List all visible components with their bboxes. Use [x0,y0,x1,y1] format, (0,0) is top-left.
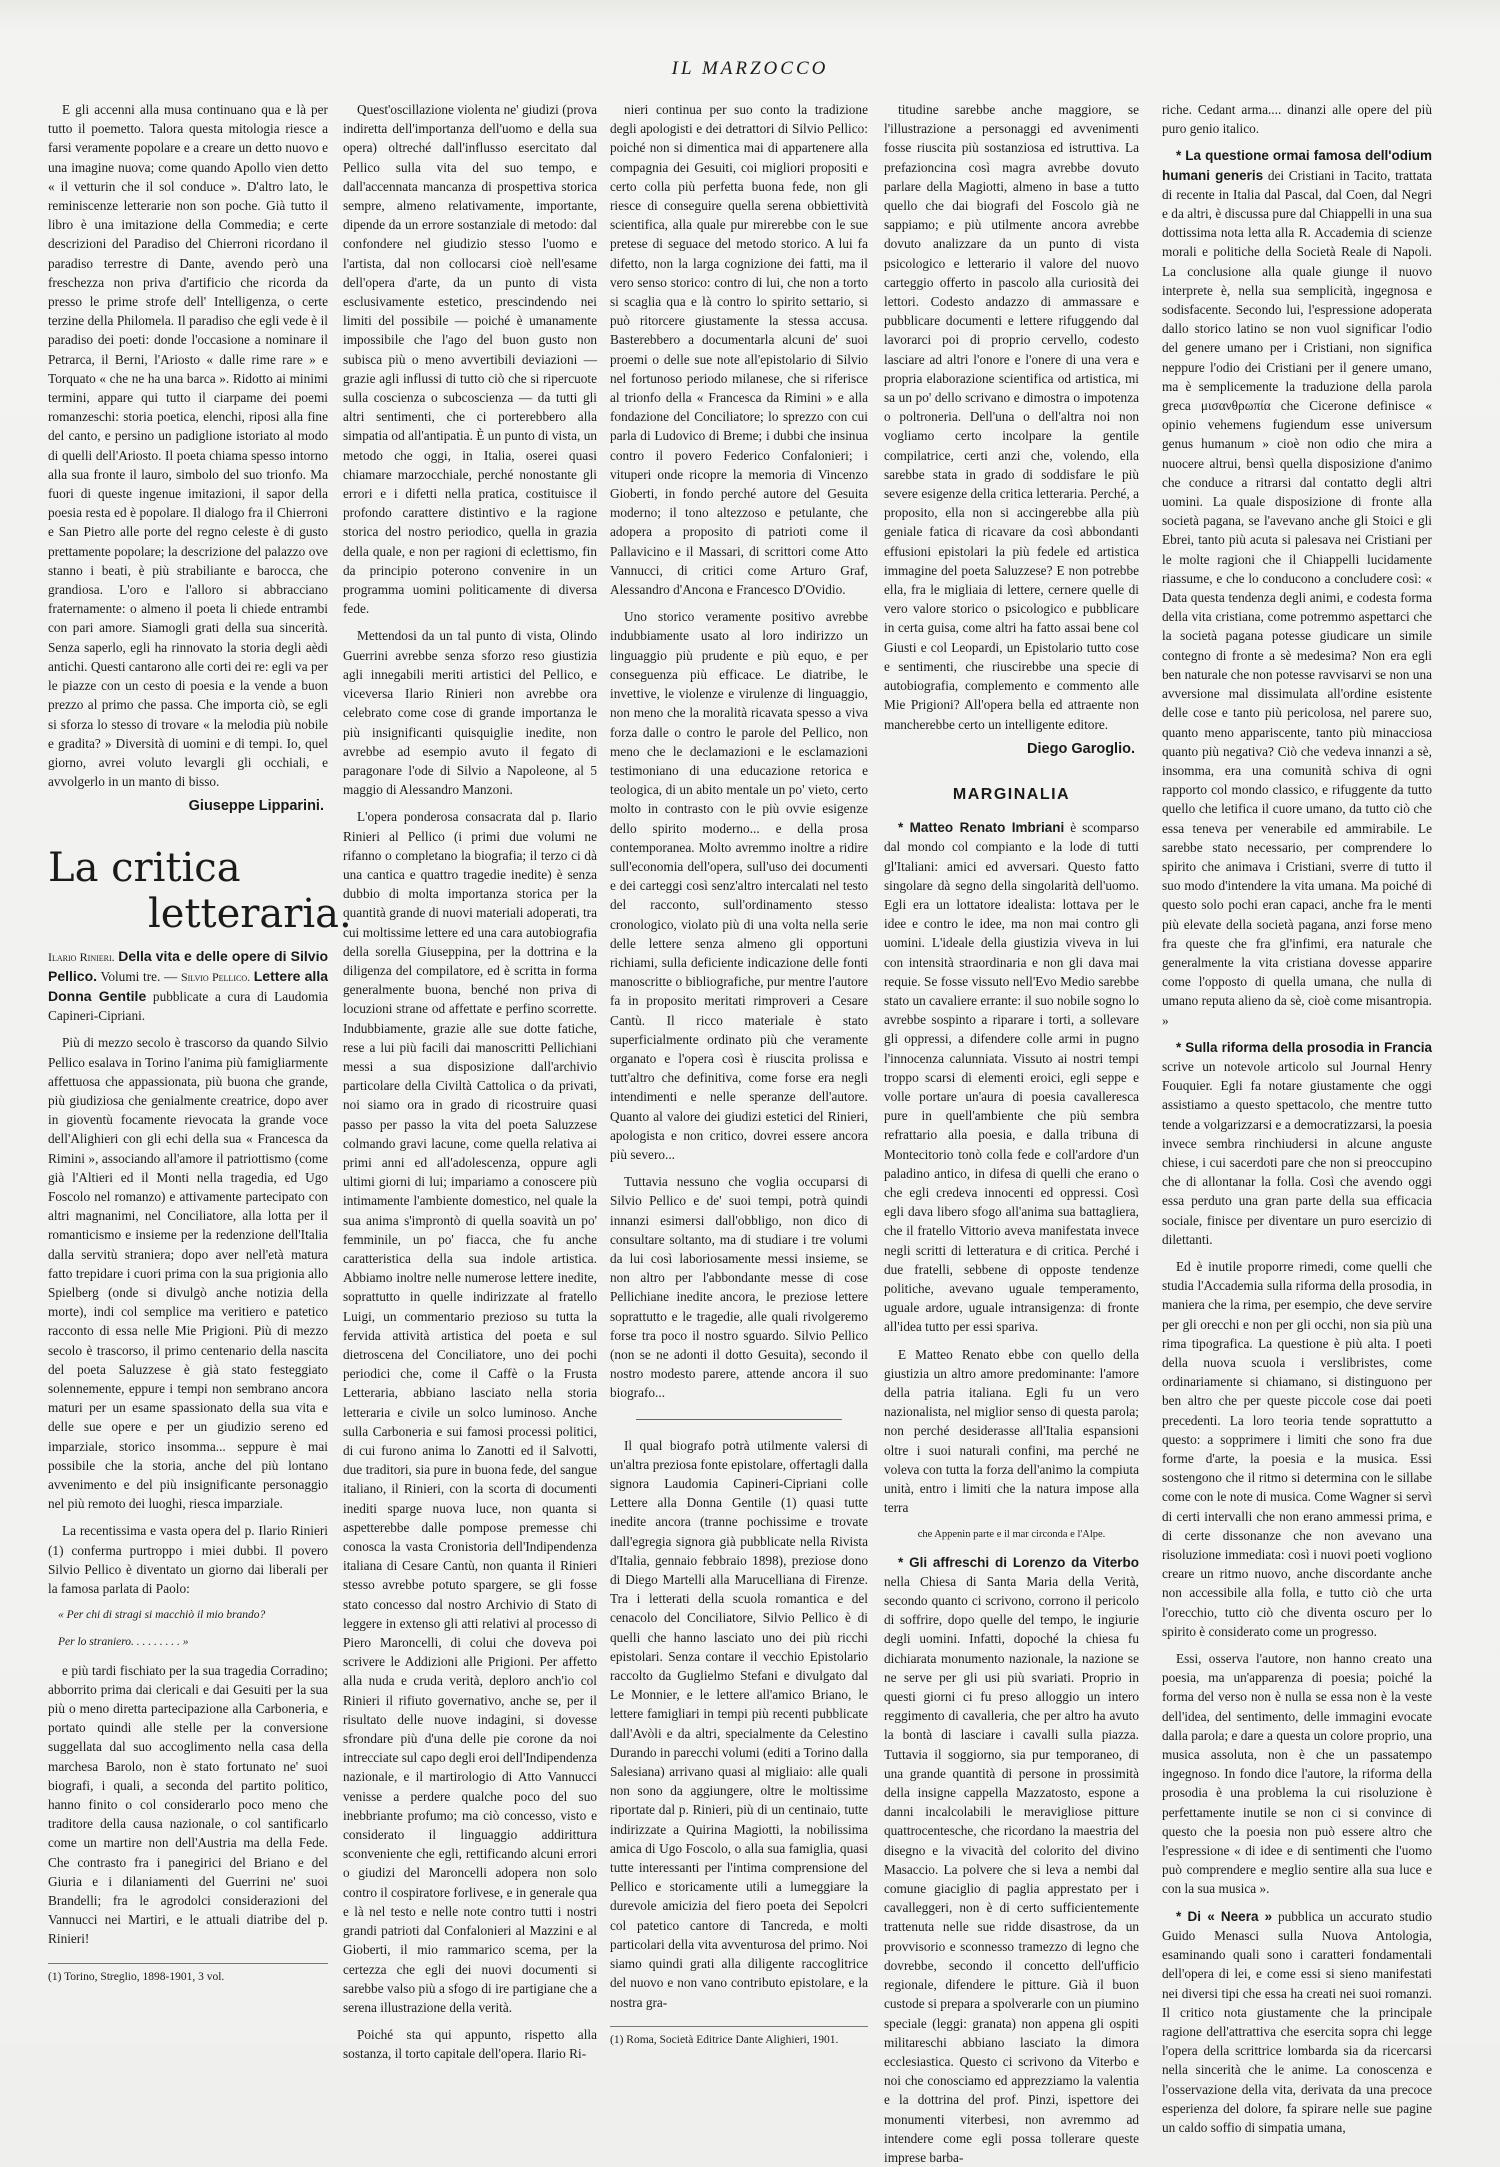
review-book-title: Della vita e delle opere di Silvio Pellico. [48,947,329,984]
paragraph: Quest'oscillazione violenta ne' giudizi (prova indiretta dell'importanza dell'uomo e della sua opera) oltreché dall'influsso esercitato dal Pellico sulla vita del suo tempo, e dall'accennata mancanza di prospettiva storica sempre, almeno relativamente, importante, dipende da un errore sostanziale di metodo: dal confondere nel giudizio stesso l'uomo e l'artista, dal non collocarsi cioè nell'esame dell'opera d'arte, da un punto di vista esclusivamente estetico, prescindendo nei limiti del possibile — poiché è umanamente impossibile che l'ago del buon gusto non subisca più o meno avvertibili deviazioni — grazie agli influssi di tutto ciò che si ripercuote sulla coscienza o subcoscienza — da tutti gli altri sentimenti, che ci porterebbero alla simpatia od all'antipatia. È un punto di vista, un metodo che oggi, in Italia, oserei quasi chiamare marzocchiale, perché nonostante gli errori e i difetti nella pratica, costituisce il profondo carattere distintivo e la ragione storica del nostro periodico, quella in grazia della quale, e non per ragioni di eclettismo, fin da principio poterono convenire in un programma uomini politicamente di diversa fede. [343,102,597,617]
news-item-text: scrive un notevole articolo sul Journal Henry Fouquier. Egli fa notare giustamente che oggi assistiamo a questo spettacolo, che mentre tutto tende a volgarizzarsi e a democratizzarsi, la poesia invece sembra rinchiudersi in alcune anguste chiese, i cui sacerdoti pare che non si preoccupino che di allontanar la folla. Così che avendo oggi essa perduto una gran parte della sua efficacia sociale, finisce per diventare un puro esercizio di dilettanti. [1162,1058,1432,1247]
section-heading-line: letteraria. [148,890,352,937]
paragraph: Uno storico veramente positivo avrebbe indubbiamente usato al loro indirizzo un linguaggio più prudente e più equo, e per conseguenza più efficace. Le diatribe, le invettive, le violenze e virulenze di linguaggio, non meno che la moralità ricavata spesso a viva forza dalle o contro le parole del Pellico, non meno che le declamazioni e le esclamazioni testimoniano di una educazione retorica e teologica, di un abito mentale un po' vieto, certo molto in contrasto con le più ovvie esigenze dello spirito moderno... e della prosa contemporanea. Molto avremmo inoltre a ridire sull'economia dell'opera, sull'uso dei documenti e dei carteggi così senz'altro intercalati nel testo del racconto, sull'ordinamento stesso cronologico, violato più di una volta nella serie delle lettere senza almeno gli opportuni richiami, sulla deficiente indicazione delle fonti manoscritte o bibliografiche, pur mentre l'autore fa in proposito meritati rimproveri a Cesare Cantù. Il ricco materiale è stato superficialmente ordinato più che veramente organato e l'opera così è riuscita prolissa e tutt'altro che definitiva, come forse era negli intendimenti e nelle speranze dell'autore. Quanto al valore dei giudizi estetici del Rinieri, apologista e non critico, dovrei essere ancora più severo... [610,609,868,1162]
column-1 [48,100,352,1983]
news-item-title: * La questione ormai famosa dell'odium humani generis [1162,148,1432,183]
review-book-title: Lettere alla Donna Gentile [48,967,328,1004]
news-item-text: nella Chiesa di Santa Maria della Verità, secondo quanto ci scrivono, corrono il pericolo di soffrire, dopo quelle del tempo, le ingiurie degli uomini. Infatti, dopoché la chiesa fu dichiarata monumento nazionale, la nazione se ne serve per gli usi più svariati. Proprio in questi giorni ci fu preso alloggio un intero reggimento di cavalleria, che per altro ha avuto la bontà di lasciare i cavalli sulla piazza. Tuttavia il soggiorno, sia pur temporaneo, di una grande quantità di persone in prossimità della insigne cappella Mazzatosto, espone a danni incalcolabili le meravigliose pitture quattrocentesche, che ricordano la maestria del disegno e la vivacità del colorito del divino Masaccio. La polvere che si leva a nembi dal comune giaciglio di paglia apprestato per i cavalleggeri, non è di certo sufficientemente trattenuta nelle sue ridde disastrose, da un provvisorio e sconnesso tramezzo di legno che dovrebbe, secondo il concetto dell'ufficio regionale, difendere le pitture. Già il buon custode si prepara a spolverarle con un piumino speciale (leggi: granata) non appena gli ospiti militareschi abbiano lasciato la dimora ecclesiastica. Questo ci scrivono da Viterbo e noi che conosciamo ed apprezziamo la valentia e la dottrina del prof. Pinzi, ispettore dei monumenti viterbesi, non avremmo ad intendere come egli possa tollerare queste imprese barba- [884,1573,1139,2165]
news-item [1162,1038,1432,1249]
paragraph: Il qual biografo potrà utilmente valersi di un'altra preziosa fonte epistolare, offertagli dalla signora Laudomia Capineri-Cipriani colle Lettere alla Donna Gentile (1) quasi tutte inedite ancora (tranne pochissime e trovate dall'egregia signora già pubblicate nella Rivista d'Italia, gennaio febbraio 1898), preziose dono di Diego Martelli alla Marucelliana di Firenze. Tra i letterati della scuola romantica e del cenacolo del Conciliatore, Silvio Pellico è di quelli che hanno lasciato uno dei più ricchi epistolari. Senza contare il vecchio Epistolario raccolto da Guglielmo Stefani e divulgato dal Le Monnier, e le lettere all'amico Briano, le lettere famigliari in tempi più recenti pubblicate dall'Avòli e da altri, specialmente da Celestino Durando in parecchi volumi (editi a Torino dalla Salesiana) arrivano quasi al migliaio: alle quali non sono da aggiungere, oltre le moltissime riportate dal p. Rinieri, più di un centinaio, tutte indirizzate a Quirina Magiotti, la nobilissima amica di Ugo Foscolo, o alla sua famiglia, quasi tutte interessanti per l'intima comprensione del Pellico e storicamente utili a lumeggiare la durevole amicizia del fiero poeta dei Sepolcri col patetico cantore di Tancreda, e molti particolari della vita avventurosa del primo. Noi siamo quindi grati alla diligente raccoglitrice del nuovo e non vano contributo epistolare, e la nostra gra- [610,1437,868,2010]
paragraph: La recentissima e vasta opera del p. Ilario Rinieri (1) conferma purtroppo i miei dubbi. Il povero Silvio Pellico è diventato un giorno dai liberali per la famosa parlata di Paolo: [48,1523,328,1597]
signature: Diego Garoglio. [1027,740,1135,757]
column-3 [610,100,868,2046]
paragraph: Poiché sta qui appunto, rispetto alla sostanza, il torto capitale dell'opera. Ilario Ri- [343,2027,597,2062]
paragraph: Ed è inutile proporre rimedi, come quelli che studia l'Accademia sulla riforma della prosodia, in maniera che la rima, per esempio, che deve servire per gli orecchi e non per gli occhi, non sia più una rima tipografica. La questione è più alta. I poeti della nuova scuola i verslibristes, come ordinariamente si chiamano, si distinguono per ben altro che per queste piccole cose dai poeti precedenti. La loro teoria tende soprattutto a questo: a sopprimere i limiti che sono fra due forme d'arte, la poesia e la musica. Essi sostengono che il ritmo si determina con le sillabe come con le note di musica. Come Wagner si servì di certi intervalli che non erano ammessi prima, e di certe dissonanze che non avevano una risoluzione immediata: così i nuovi poeti vogliono creare un ritmo nuovo, anche discordante anche non accessibile alla folla, e tutto ciò che urta l'orecchio, tutto ciò che diventa oscuro per lo spirito è considerato come un progresso. [1162,1258,1432,1639]
news-item [1162,146,1432,1029]
news-item [884,818,1139,1336]
review-book-note: pubblicate a cura di Laudomia Capineri-Cipriani. [48,988,328,1024]
paragraph: L'opera ponderosa consacrata dal p. Ilario Rinieri al Pellico (i primi due volumi ne rifanno o completano la biografia; il terzo ci dà una cantica e quattro tragedie inedite) è senza dubbio di molta importanza storica per la quantità grande di nuovi materiali adoperati, tra cui moltissime lettere ed una cara autobiografia della sorella Giuseppina, per la dottrina e la diligenza del compilatore, ed è scritta in forma generalmente buona, benché non priva di locuzioni strane od affettate e perfino scorrette. Indubbiamente, grazie alle sue dotte fatiche, rese a lui più facili dai manoscritti Pellichiani messi a sua disposizione dall'archivio particolare della Civiltà Cattolica o da privati, noi siamo ora in grado di ricostruire quasi passo per passo la vita del poeta Saluzzese colmando gravi lacune, come quella relativa ai primi anni ed all'adolescenza, oppure agli ultimi giorni di lui; impariamo a conoscere più intimamente l'ambiente domestico, nel quale la sua anima s'improntò di quella soavità un po' femminile, un po' fiacca, che fu anche caratteristica della sua indole artistica. Abbiamo inoltre nelle numerose lettere inedite, soprattutto in quelle indirizzate al fratello Luigi, un commentario prezioso su tutta la fervida attività artistica del poeta e sul dietroscena del Conciliatore, uno dei pochi periodici che, come il Caffè o la Frusta Letteraria, abbiano lasciato nella storia letteraria e civile un solco luminoso. Anche sulla Carboneria e sui famosi processi politici, di cui furono anima lo Zanotti ed il Salvotti, due traditori, sia pure in buona fede, del sangue italiano, il Rinieri, con la scorta di documenti inediti sparge nuova luce, non quanta si aspetterebbe dalle pompose premesse chi conosca la vasta Cronistoria dell'Indipendenza italiana di Cesare Cantù, non quanta il Rinieri stesso avrebbe potuto spargere, se gli fosse stato concesso dal nostro Archivio di Stato di leggere in extenso gli atti relativi al processo di Piero Maroncelli, di colui che doveva poi scrivere le Addizioni alle Prigioni. Per affetto alla nuda e cruda verità, deploro anch'io col Rinieri il rifiuto governativo, anche se, per il risultato delle nuove indagini, si dovesse sfrondare più d'una delle pie corone da noi intrecciate sul capo degli eroi dell'Indipendenza nazionale, e il martirologio di Atto Vannucci venisse a perdere qualche poco del suo inebbriante profumo; ma ciò concesso, visto e considerato il linguaggio addirittura sconveniente che egli, rettificando alcuni errori o giudizi del Maroncelli adopera non solo contro il cospiratore forlivese, e in generale qua e là nel testo e nelle note contro tutti i nostri grandi patrioti dal Confalonieri al Mazzini e al Gioberti, il mio rammarico scema, per la certezza che egli dei nuovi documenti si sarebbe valso più a sfogo di ire partigiane che a serena illustrazione della verità. [343,809,598,2015]
paragraph: Più di mezzo secolo è trascorso da quando Silvio Pellico esalava in Torino l'anima più famigliarmente affettuosa che appassionata, più buona che grande, più giudiziosa che genialmente creatrice, dopo aver in gioventù focamente rievocata la grande voce dell'Alighieri con gli echi della sua « Francesca da Rimini », associando all'amore il patriottismo (come già l'Altieri ed il Monti nella tragedia, ed Ugo Foscolo nel romanzo) e attivamente partecipato con altri magnanimi, nel Conciliatore, alla lotta per il romanticismo e insieme per la redenzione dell'Italia dalla servitù straniera; dopo aver nell'età matura fatto trepidare i cuori prima con la sua prigionia allo Spielberg (onde si divulgò anche notizia della morte), indi col semplice ma veritiero e patetico racconto di essa nelle Mie Prigioni. Più di mezzo secolo è trascorso, il primo centenario della nascita del poeta Saluzzese è già stato festeggiato solennemente, eppure i tempi non sembrano ancora maturi per un esame spassionato della sua vita e delle sue opere e per un giudizio sereno ed imparziale, storico insomma... seppure è mai possibile che la storia, anche del più lontano avvenimento e del più insignificante personaggio nel più remoto dei luoghi, riesca imparziale. [48,1035,328,1512]
paragraph: Tuttavia nessuno che voglia occuparsi di Silvio Pellico e de' suoi tempi, potrà quindi innanzi esimersi dall'obbligo, non dico di consultare soltanto, ma di studiare i tre volumi da lui così laboriosamente messi insieme, se non altro per l'abbondante messe di cose Pellichiane inedite ancora, le preziose lettere soprattutto e le tragedie, alle quali rivolgeremo forse tra poco il nostro sguardo. Silvio Pellico (non se ne adonti il dotto Gesuita), secondo il nostro modesto parere, attende ancora il suo biografo... [610,1174,868,1401]
review-author: Ilario Rinieri. [48,949,115,964]
news-item [1162,1907,1432,2137]
column-5 [1162,100,1432,2135]
paragraph: titudine sarebbe anche maggiore, se l'illustrazione a personaggi ed avvenimenti fosse riuscita più sostanziosa ed istruttiva. La prefazioncina così magra avrebbe dovuto parlare della Magiotti, almeno in base a tutto quello che dai biografi del Foscolo già ne sappiamo; e più utilmente ancora avrebbe dovuto analizzare da un punto di vista psicologico e letterario il valore del nuovo carteggio offerto in pascolo alla curiosità dei lettori. Codesto andazzo di ammassare e pubblicare documenti e lettere rifuggendo dal lavorarci poi di proprio cervello, codesto lasciare ad altri l'onore e l'onere di una vera e propria elaborazione scientifica od artistica, mi sa un po' dello scrivano e dimostra o impotenza o poltroneria. Dell'una o dell'altra noi non vogliamo certo incolpare la gentile compilatrice, certi anzi che, volendo, ella sarebbe stata in grado di soddisfare le più severe esigenze della critica letteraria. Perché, a proposito, ella non si accingerebbe alla più geniale fatica di ricavare da così abbondanti effusioni epistolari la più fedele ed artistica immagine del poeta Saluzzese? E non potrebbe ella, fra le migliaia di lettere, cernere quelle di vero valore storico o psicologico e pubblicare in certa guisa, come altri ha fatto assai bene col Giusti e col Leopardi, un Epistolario tutto cose e sentimenti, che riuscirebbe una specie di autobiografia, complemento e commento alle Mie Prigioni? All'opera bella ed attraente non mancherebbe certo un intelligente editore. [884,102,1139,732]
news-item [884,1553,1139,2167]
paragraph: Mettendosi da un tal punto di vista, Olindo Guerrini avrebbe senza sforzo reso giustizia agli innegabili meriti artistici del Pellico, e viceversa Ilario Rinieri non avrebbe ora celebrato come cose di grande importanza le più insignificanti quisquiglie inedite, non avrebbe ad esempio avuto il fegato di paragonare l'ode di Silvio a Napoleone, al 5 maggio di Alessandro Manzoni. [343,628,597,798]
verse-line: Per lo straniero. . . . . . . . . » [58,1636,189,1649]
column-4 [884,100,1139,2165]
footnote: (1) Torino, Streglio, 1898-1901, 3 vol. [48,1963,328,1987]
review-book-note: Volumi tre. — [100,968,178,984]
paragraph: nieri continua per suo conto la tradizione degli apologisti e dei detrattori di Silvio Pellico: poiché non si dimentica mai di appartenere alla compagnia dei Gesuiti, coi migliori propositi e certo colla più perfetta buona fede, non gli riesce di conseguire quella serena obbiettività scientifica, alla quale pur mirerebbe con le sue pretese di seguace del metodo storico. A lui fa difetto, non la larga cognizione dei fatti, ma il vero senso storico: contro di lui, che non a torto si scaglia qua e là contro lo spirito settario, si può ritorcere giustamente la stessa accusa. Basterebbero a documentarla alcuni de' suoi proemi o delle sue note all'epistolario di Silvio nel fortunoso periodo milanese, che si riferisce al trionfo della « Francesca da Rimini » e alla fondazione del Conciliatore; lo sprezzo con cui parla di Ludovico di Breme; i dubbi che insinua contro il povero Federico Confalonieri; i vituperi onde ricopre la memoria di Vincenzo Gioberti, in fondo perché autore del Gesuita moderno; il tono altezzoso e petulante, che adopera a proposito di patrioti come il Pallavicino e il Massari, di scrittori come Atto Vannucci, di critici come Arturo Graf, Alessandro d'Ancona e Francesco D'Ovidio. [610,102,868,598]
news-item-text: pubblica un accurato studio Guido Menasci sulla Nuova Antologia, esaminando quali sono i caratteri fondamentali dell'opera di lei, e come essi si sieno manifestati nei diversi tipi che essa ha creati nei suoi romanzi. Il critico nota giustamente che la principale ragione dell'attrattiva che esercita sopra chi legge l'opera della scrittrice lombarda sia da ricercarsi nella sincerità che le anime. La conoscenza e l'osservazione della vita, derivata da una precoce esperienza del dolore, fa spirare nelle sue pagine un caldo soffio di simpatia umana, [1162,1908,1432,2135]
news-item-title: * Sulla riforma della prosodia in Francia [1176,1039,1432,1055]
quotation-line: che Appenin parte e il mar circonda e l'Alpe. [917,1529,1106,1541]
paragraph: Essi, osserva l'autore, non hanno creato una poesia, ma un'apparenza di poesia; poiché la forma del verso non è nulla se essa non è la veste dell'idea, del sentimento, delle immagini evocate dalla parola; e dare a questa un colore proprio, una musica assoluta, non è che un passatempo ingegnoso. In fondo dice l'autore, la riforma della prosodia è una problema la cui risoluzione è perfettamente inutile se non ci si convince di questo che la poesia non può essere altro che l'espressione « di idee e di sentimenti che l'uomo può comprendere e meglio sentire alla sua luce e con la sua musica ». [1162,1651,1432,1897]
signature: Giuseppe Lipparini. [188,798,324,815]
running-head: IL MARZOCCO [671,58,829,79]
news-item-title: * Matteo Renato Imbriani [898,820,1065,836]
news-item-text: dei Cristiani in Tacito, trattata di recente in Italia dal Pascal, dal Coen, dal Negri e da altri, è discussa pure dal Chiappelli in una sua dottissima nota letta alla R. Accademia di scienze morali e politiche della Società Reale di Napoli. La conclusione alla quale giunge il nuovo interprete è, nella sua semplicità, ingegnosa e sodisfacente. Secondo lui, l'espressione adoperata dallo storico latino se non vuol significar l'odio del genere umano per i Cristiani, non significa neppure l'odio dei Cristiani per il genere umano, ma è semplicemente la traduzione della parola greca μισανθρωπία che Cicerone definisce « opinio vehemens fugiendum esse universum genus humanum » cioè non odio che mira a nuocere altrui, bensì quella disposizione d'animo che conduce a ritrarsi dal contatto degli altri uomini. La quale disposizione di fronte alla società pagana, se l'avevano anche gli Stoici e gli Ebrei, tanto più acuta si palesava nei Cristiani per le molte ragioni che il Chiappelli lucidamente riassume, e che lo conducono a concludere così: « Data questa tendenza degli animi, e codesta forma della vita cristiana, come potremmo aspettarci che la società pagana potesse giudicare un simile contegno di fronte a sè medesima? Non era egli ben naturale che non potesse ravvisarvi se non una avversione mal dissimulata all'ordine esistente delle cose e tanto più pericolosa, nel parere suo, quanto meno appariscente, tanto più minacciosa quanto più negativa? Ciò che vedeva innanzi a sè, insomma, era una comunità schiva di ogni rapporto col mondo classico, e rifuggente da tutto quello che letifica il cuore umano, da tutto ciò che essa teneva per venerabile ed ammirabile. Le sarebbe stato necessario, per comprendere lo spirito che animava i Cristiani, sverre di tutto il suo modo d'intendere la vita umana. Ma poiché di questo solo pochi eran capaci, anche fra le menti più elevate della società pagana, anzi forse meno fra queste che fra gl'infimi, era naturale che generalmente la vita cristiana dovesse apparire come l'opposto di quella umana, che nulla di umano reputa alieno da sè, cioè come misantropia. » [1162,167,1432,1028]
section-heading-line: La critica [48,844,241,891]
paragraph: E Matteo Renato ebbe con quello della giustizia un altro amore predominante: l'amore della patria italiana. Egli fu un vero nazionalista, nel miglior senso di questa parola; non perché desiderasse all'Italia espansioni oltre i suoi naturali confini, ma perché ne voleva con tutta la forza dell'animo la compiuta unità, entro i limiti che la natura impose alla terra [884,1346,1139,1516]
paragraph: E gli accenni alla musa continuano qua e là per tutto il poemetto. Talora questa mitologia riesce a farsi veramente popolare e a creare un detto nuovo e una imagine nuova; come quando Apollo vien detto « il vetturin che il sol conduce ». D'altro lato, le reminiscenze letterarie non son poche. Già tutto il libro è una imitazione della Commedia; e certe descrizioni del Paradiso del Chierroni ricordano il paradiso terrestre di Dante, avendo però una freschezza non priva d'artificio che ricorda da presso le prime strofe dell' Intelligenza, o certe terzine della Philomela. Il paradiso che egli vede è il paradiso dei poeti: donde l'occasione a nominare il Petrarca, il Berni, l'Ariosto « dalle rime rare » e Torquato « che ne ha una barca ». Ridotto ai minimi termini, appare qui tutto il ciarpame dei poemi romanzeschi: storia poetica, elenchi, riposi alla fine del canto, e persino un padiglione istoriato al modo di quelli dell'Ariosto. Il poeta chiama spesso intorno alla sua fronte il lauro, simbolo del suo trionfo. Ma fuori di queste ingenue imitazioni, il sapor della poesia resta ed è popolare. Il dialogo fra il Chierroni e San Pietro alle porte del regno celeste è di gusto prettamente popolare; la descrizione del palazzo ove stanno i beati, è più strabiliante e barocca, che grandiosa. L'oro e l'alloro si abbracciano fraternamente: o almeno il poeta li chiede entrambi con pari amore. Siamogli grati della sua sincerità. Senza saperlo, egli ha rinnovato la storia degli aèdi antichi. Questi cantarono alle corti dei re: egli va per le piazze con un cesto di poesia e la vende a buon prezzo al primo che passa. Che importa ciò, se egli si sforza lo stesso di trovare « la melodia più nobile e gradita? » Diversità di uomini e di tempi. Io, quel giorno, avrei voluto levargli gli occhiali, e avvolgerlo in un manto di bisso. [48,102,328,790]
paragraph: e più tardi fischiato per la sua tragedia Corradino; abborrito prima dai clericali e dai Gesuiti per la sua più o meno diretta partecipazione alla Carboneria, e portato quindi alle stelle per la conversione suggellata dal suo accoglimento nella casa della marchesa Barolo, non è stato fortunato ne' suoi biografi, i quali, a seconda del partito politico, hanno finito o col considerarlo poco meno che traditore della causa nazionale, o col santificarlo come un martire non dell'Austria ma della Fede. Che contrasto fra i panegirici del Briano e del Giuria e i dilaniamenti del Guerrini ne' suoi Brandelli; fra le agrodolci considerazioni del Vannucci nei Martiri, e le attuali diatribe del p. Rinieri! [48,1662,328,1947]
news-item-title: * Di « Neera » [1176,1908,1273,1924]
verse-line: « Per chi di stragi si macchiò il mio brando? [58,1609,266,1622]
paragraph: riche. Cedant arma.... dinanzi alle opere del più puro genio italico. [1162,102,1432,137]
footnote: (1) Roma, Società Editrice Dante Alighieri, 1901. [610,2026,868,2050]
column-2 [343,100,598,2062]
news-item-title: * Gli affreschi di Lorenzo da Viterbo [898,1554,1139,1570]
section-heading [48,844,352,937]
news-item-text: è scomparso dal mondo col compianto e la lode di tutti gl'Italiani: amici ed avversari. Questo fatto singolare dà segno della singolarità dell'uomo. Egli era un lottatore idealista: lottava per le idee e contro le idee, ma non mai contro gli uomini. L'ideale della giustizia viveva in lui con intensità straordinaria e non gli dava mai requie. Se fosse vissuto nell'Evo Medio sarebbe stato un cavaliere errante: il suo nobile sogno lo avrebbe sospinto a riparare i torti, a sollevare gli oppressi, a difendere colle armi in pugno l'innocenza calunniata. Vissuto ai nostri tempi troppo scarsi di elementi eroici, egli seppe e volle portare un'aura di poesia cavalleresca pure in quell'ambiente che più sembra refrattario alla poesia, e dalla tribuna di Montecitorio tonò colla fede e coll'ardore d'un paladino antico, in difesa di quelli che erano o che egli credeva innocenti ed oppressi. Così egli dava libero sfogo all'anima sua battagliera, che il fratello Vittorio aveva manifestata invece negli scritti di letteratura e di critica. Perché i due fratelli, sebbene di opposte tendenze politiche, avevano uguale temperamento, uguale ardore, uguale intransigenza: di fronte all'idea tutto per essi spariva. [884,820,1139,1335]
divider [636,1419,842,1420]
review-heading [48,947,328,1026]
marginalia-heading: MARGINALIA [952,785,1071,803]
review-author: Silvio Pellico. [180,969,251,984]
